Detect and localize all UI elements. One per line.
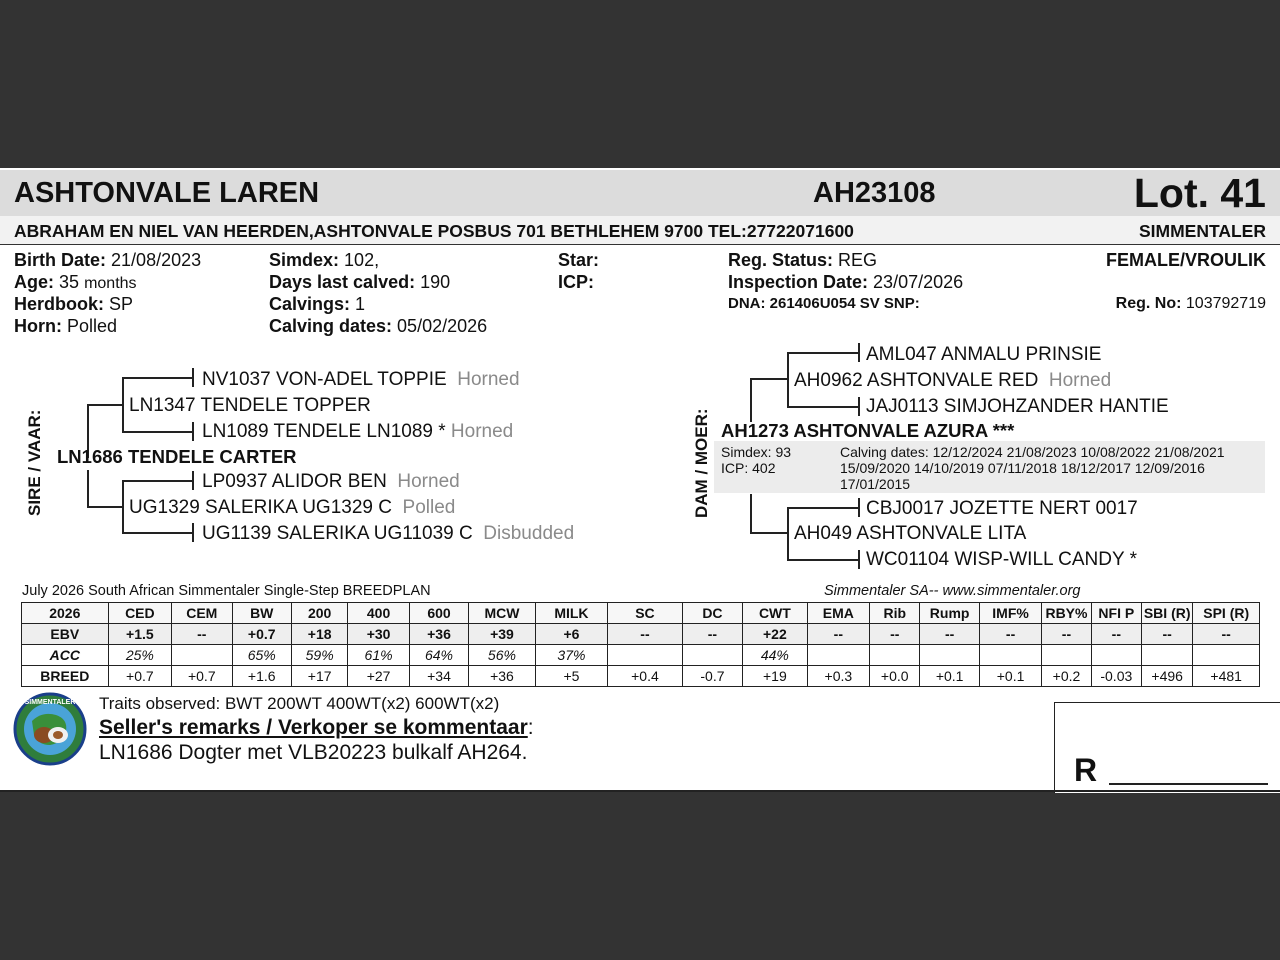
breedplan-cell: +0.7 <box>172 666 232 687</box>
breedplan-cell: 25% <box>108 645 171 666</box>
breedplan-cell: +0.0 <box>870 666 920 687</box>
dam-calving-box <box>714 441 1265 493</box>
breedplan-cell: RBY% <box>1042 603 1091 624</box>
sellers-remarks-heading: Seller's remarks / Verkoper se kommentaar: <box>99 716 534 739</box>
breedplan-cell: Rib <box>870 603 920 624</box>
dam-sire: AH0962 ASHTONVALE RED Horned <box>794 370 1112 391</box>
breedplan-cell: Rump <box>920 603 979 624</box>
sire-dam-sire: LP0937 ALIDOR BEN Horned <box>202 471 460 492</box>
breedplan-cell: BREED <box>22 666 109 687</box>
breedplan-cell: 61% <box>348 645 409 666</box>
breedplan-cell: EMA <box>807 603 869 624</box>
icp-label: ICP: <box>558 272 594 292</box>
breedplan-cell: -0.7 <box>682 666 742 687</box>
animal-name: ASHTONVALE LAREN <box>14 177 320 209</box>
breedplan-cell: -- <box>1193 624 1260 645</box>
breedplan-acc-row <box>22 645 1260 666</box>
breedplan-cell: +36 <box>409 624 468 645</box>
sire-side-label: SIRE / VAAR: <box>25 409 44 516</box>
breedplan-cell: -- <box>870 624 920 645</box>
breedplan-cell <box>1193 645 1260 666</box>
breedplan-cell: +0.4 <box>608 666 683 687</box>
breedplan-cell: CED <box>108 603 171 624</box>
traits-observed: Traits observed: BWT 200WT 400WT(x2) 600WT(x2) <box>99 694 500 713</box>
dam-icp: ICP: 402 <box>721 460 776 476</box>
breedplan-cell: +0.3 <box>807 666 869 687</box>
animal-id: AH23108 <box>813 177 936 209</box>
breedplan-cell: +1.5 <box>108 624 171 645</box>
days-last-calved: Days last calved: 190 <box>269 272 451 292</box>
star-label: Star: <box>558 250 600 270</box>
breedplan-cell <box>807 645 869 666</box>
dam-side-label: DAM / MOER: <box>692 408 711 518</box>
breedplan-cell: +481 <box>1193 666 1260 687</box>
breedplan-cell <box>1042 645 1091 666</box>
breedplan-cell: -- <box>1091 624 1141 645</box>
breedplan-cell: MILK <box>535 603 608 624</box>
reg-status: Reg. Status: REG <box>728 250 878 270</box>
simdex: Simdex: 102, <box>269 250 380 270</box>
breedplan-cell: 200 <box>291 603 347 624</box>
breedplan-cell: +496 <box>1142 666 1193 687</box>
breedplan-cell: +0.2 <box>1042 666 1091 687</box>
breedplan-cell: +1.6 <box>232 666 291 687</box>
breedplan-cell: +0.7 <box>108 666 171 687</box>
birth-date: Birth Date: 21/08/2023 <box>14 250 202 270</box>
dam-calving-line-1: Calving dates: 12/12/2024 21/08/2023 10/08/2022 21/08/2021 <box>840 444 1225 460</box>
breedplan-cell: 59% <box>291 645 347 666</box>
breedplan-cell <box>682 645 742 666</box>
breedplan-cell: +0.1 <box>979 666 1041 687</box>
breedplan-cell: MCW <box>469 603 535 624</box>
breedplan-cell: 37% <box>535 645 608 666</box>
breedplan-website: Simmentaler SA-- www.simmentaler.org <box>824 583 1081 599</box>
dam-calving-line-3: 17/01/2015 <box>840 476 911 492</box>
breedplan-cell: -- <box>608 624 683 645</box>
breedplan-cell <box>1142 645 1193 666</box>
sire-dam: UG1329 SALERIKA UG1329 C Polled <box>129 497 456 518</box>
age: Age: 35 months <box>14 272 137 292</box>
breedplan-ebv-row <box>22 624 1260 645</box>
dam-dam-dam: WC01104 WISP-WILL CANDY * <box>866 549 1138 570</box>
sire-sire: LN1347 TENDELE TOPPER <box>129 395 371 416</box>
breedplan-header-row <box>22 603 1260 624</box>
breedplan-cell: -- <box>1042 624 1091 645</box>
breedplan-cell: +19 <box>743 666 807 687</box>
breedplan-cell: -- <box>920 624 979 645</box>
breedplan-cell: 65% <box>232 645 291 666</box>
breedplan-cell: EBV <box>22 624 109 645</box>
sire-dam-dam: UG1139 SALERIKA UG11039 C Disbudded <box>202 523 575 544</box>
breedplan-cell: -- <box>682 624 742 645</box>
inspection-date: Inspection Date: 23/07/2026 <box>728 272 964 292</box>
sellers-remarks-text: LN1686 Dogter met VLB20223 bulkalf AH264. <box>99 741 528 764</box>
breedplan-cell: +17 <box>291 666 347 687</box>
breedplan-cell: NFI P <box>1091 603 1141 624</box>
breedplan-cell: SBI (R) <box>1142 603 1193 624</box>
price-currency: R <box>1074 752 1098 788</box>
breedplan-cell: +5 <box>535 666 608 687</box>
breedplan-cell: -0.03 <box>1091 666 1141 687</box>
calvings: Calvings: 1 <box>269 294 366 314</box>
breed-label: SIMMENTALER <box>1138 221 1266 241</box>
breedplan-cell: +36 <box>469 666 535 687</box>
price-entry-line[interactable] <box>1109 783 1268 785</box>
breedplan-cell: BW <box>232 603 291 624</box>
breedplan-cell: -- <box>807 624 869 645</box>
dna-snp: DNA: 261406U054 SV SNP: <box>728 295 920 312</box>
breedplan-cell <box>608 645 683 666</box>
simmentaler-logo <box>12 691 88 767</box>
breedplan-cell: 56% <box>469 645 535 666</box>
breedplan-cell: -- <box>172 624 232 645</box>
breedplan-cell: IMF% <box>979 603 1041 624</box>
herdbook: Herdbook: SP <box>14 294 134 314</box>
header-band <box>0 170 1280 217</box>
horn-status: Horn: Polled <box>14 316 118 336</box>
dam-sire-dam: JAJ0113 SIMJOHZANDER HANTIE <box>866 396 1169 417</box>
breedplan-title: July 2026 South African Simmentaler Single-Step BREEDPLAN <box>22 583 431 599</box>
breedplan-cell: SC <box>608 603 683 624</box>
calving-dates: Calving dates: 05/02/2026 <box>269 316 488 336</box>
lot-card <box>0 168 1280 792</box>
breedplan-cell: -- <box>979 624 1041 645</box>
breedplan-cell: 44% <box>743 645 807 666</box>
breedplan-cell <box>920 645 979 666</box>
breedplan-cell: +0.7 <box>232 624 291 645</box>
breedplan-cell: +6 <box>535 624 608 645</box>
breedplan-cell <box>1091 645 1141 666</box>
breedplan-cell: DC <box>682 603 742 624</box>
breedplan-cell: 600 <box>409 603 468 624</box>
breedplan-cell: CWT <box>743 603 807 624</box>
breedplan-cell <box>870 645 920 666</box>
dam-simdex: Simdex: 93 <box>721 444 792 460</box>
dam-dam: AH049 ASHTONVALE LITA <box>794 523 1027 544</box>
dam-calving-line-2: 15/09/2020 14/10/2019 07/11/2018 18/12/2017 12/09/2016 <box>840 460 1205 476</box>
breedplan-cell: 64% <box>409 645 468 666</box>
breedplan-cell: +22 <box>743 624 807 645</box>
breedplan-breed-row <box>22 666 1260 687</box>
breedplan-cell: +39 <box>469 624 535 645</box>
breedplan-cell: -- <box>1142 624 1193 645</box>
breedplan-cell: CEM <box>172 603 232 624</box>
dam-dam-sire: CBJ0017 JOZETTE NERT 0017 <box>866 498 1138 519</box>
owner-band <box>0 216 1280 245</box>
breedplan-cell: +34 <box>409 666 468 687</box>
reg-number: Reg. No: 103792719 <box>1115 295 1266 312</box>
sex-label: FEMALE/VROULIK <box>1106 250 1266 270</box>
dam-sire-sire: AML047 ANMALU PRINSIE <box>866 344 1102 365</box>
price-box[interactable] <box>1054 702 1280 793</box>
breedplan-cell <box>172 645 232 666</box>
breedplan-cell: SPI (R) <box>1193 603 1260 624</box>
sire-name: LN1686 TENDELE CARTER <box>57 446 297 467</box>
breedplan-cell: 2026 <box>22 603 109 624</box>
owner-address: ABRAHAM EN NIEL VAN HEERDEN,ASHTONVALE POSBUS 701 BETHLEHEM 9700 TEL:27722071600 <box>14 221 854 241</box>
breedplan-cell: +18 <box>291 624 347 645</box>
breedplan-cell: +27 <box>348 666 409 687</box>
sire-sire-dam: LN1089 TENDELE LN1089 * Horned <box>202 421 514 442</box>
sire-sire-sire: NV1037 VON-ADEL TOPPIE Horned <box>202 369 520 390</box>
dam-name: AH1273 ASHTONVALE AZURA *** <box>721 420 1015 441</box>
breedplan-cell: ACC <box>22 645 109 666</box>
lot-number: Lot. 41 <box>1133 170 1266 216</box>
breedplan-cell: +30 <box>348 624 409 645</box>
breedplan-table <box>21 602 1260 687</box>
breedplan-cell: +0.1 <box>920 666 979 687</box>
svg-text:SIMMENTALER: SIMMENTALER <box>24 699 76 706</box>
breedplan-cell <box>979 645 1041 666</box>
breedplan-cell: 400 <box>348 603 409 624</box>
